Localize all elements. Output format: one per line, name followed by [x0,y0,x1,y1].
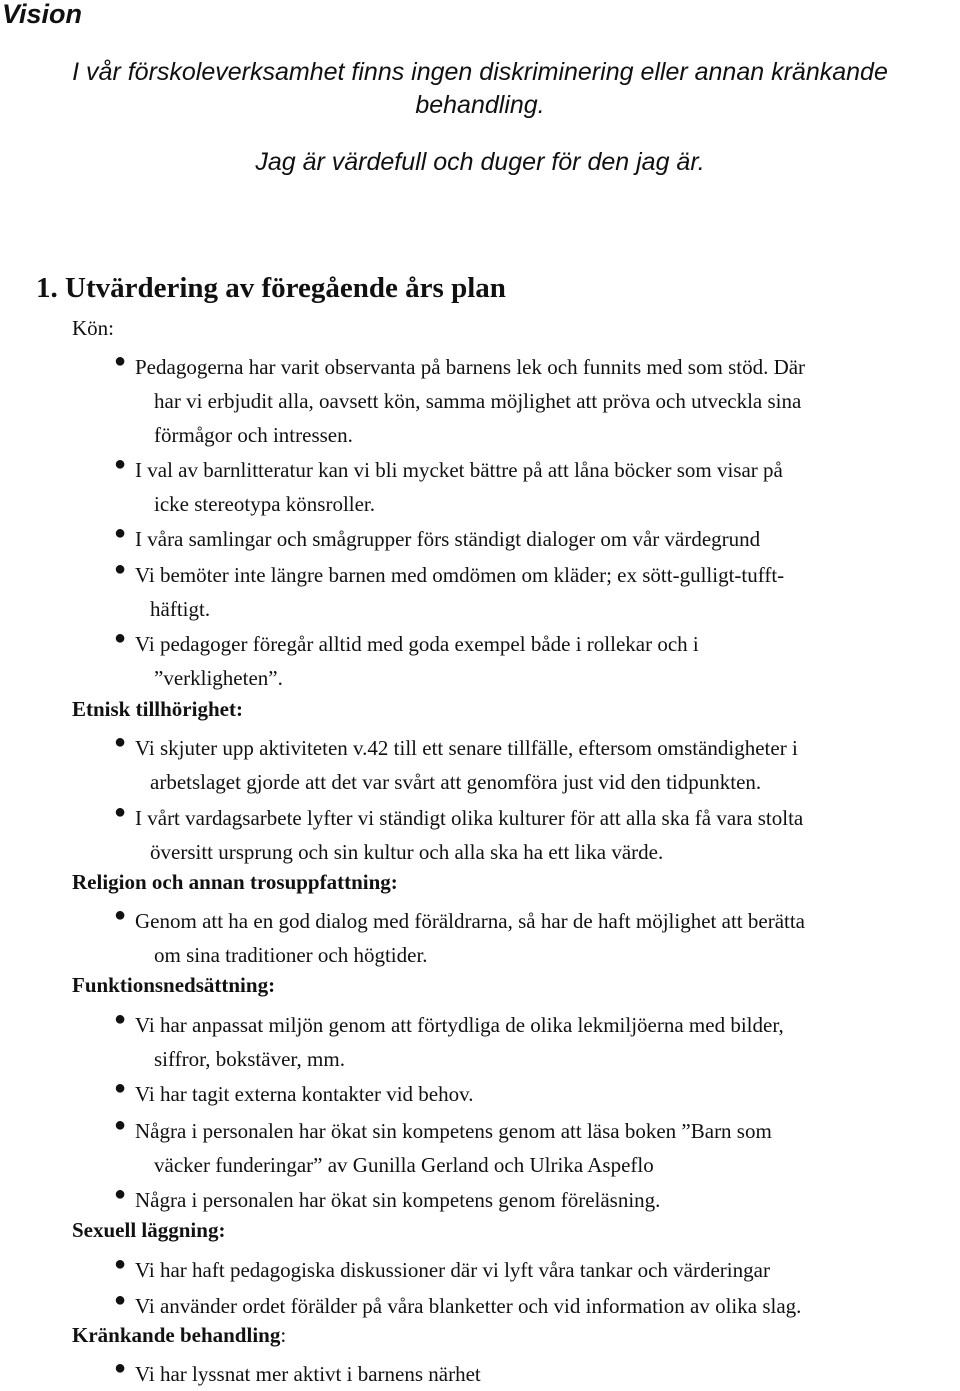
list-item-line: förmågor och intressen. [154,423,353,447]
list-item-line: Genom att ha en god dialog med föräldrarna, så har de haft möjlighet att berätta [135,909,806,933]
bullet-icon: ● [114,1077,127,1099]
list-item-line: Några i personalen har ökat sin kompetens genom att läsa boken ”Barn som [135,1119,772,1143]
list-item-line: Vi har lyssnat mer aktivt i barnens närhet [135,1362,481,1386]
list-item-line: översitt ursprung och sin kultur och alla ska ha ett lika värde. [150,840,664,864]
list-item-line: ”verkligheten”. [154,666,283,690]
group-label-krankande-behandling [72,1323,286,1348]
list-item-line: häftigt. [150,597,211,621]
list-item-line: Vi har anpassat miljön genom att förtydliga de olika lekmiljöerna med bilder, [135,1013,784,1037]
list-item-line: Vi skjuter upp aktiviteten v.42 till ett senare tillfälle, eftersom omständigheter i [135,736,798,760]
group-label-text: Kränkande behandling [72,1323,281,1347]
vision-statement-line-2: behandling. [415,91,545,119]
list-item-line: I våra samlingar och smågrupper förs ständigt dialoger om vår värdegrund [135,527,761,551]
bullet-icon: ● [114,801,127,823]
list-item-line: I val av barnlitteratur kan vi bli mycket bättre på att låna böcker som visar på [135,458,783,482]
bullet-icon: ● [114,522,127,544]
list-item-line: Vi använder ordet förälder på våra blanketter och vid information av olika slag. [135,1294,802,1318]
list-item-line: har vi erbjudit alla, oavsett kön, samma möjlighet att pröva och utveckla sina [154,389,802,413]
group-label-funktionsnedsattning: Funktionsnedsättning: [72,973,276,997]
list-item-line: om sina traditioner och högtider. [154,943,428,967]
list-item-line: Vi har haft pedagogiska diskussioner där vi lyft våra tankar och värderingar [135,1258,770,1282]
list-item-line: Vi pedagoger föregår alltid med goda exempel både i rollekar och i [135,632,699,656]
vision-motto: Jag är värdefull och duger för den jag är. [255,148,705,176]
bullet-icon: ● [114,1289,127,1311]
bullet-icon: ● [114,558,127,580]
list-item-line: arbetslaget gjorde att det var svårt att genomföra just vid den tidpunkten. [150,770,762,794]
list-item-line: Vi bemöter inte längre barnen med omdömen om kläder; ex sött-gulligt-tufft- [135,563,785,587]
list-item-line: Pedagogerna har varit observanta på barnens lek och funnits med som stöd. Där [135,355,806,379]
bullet-icon: ● [114,453,127,475]
group-label-religion: Religion och annan trosuppfattning: [72,870,398,894]
list-item-line: icke stereotypa könsroller. [154,492,376,516]
bullet-icon: ● [114,1008,127,1030]
list-item-line: Vi har tagit externa kontakter vid behov. [135,1082,474,1106]
group-label-colon: : [280,1323,287,1347]
vision-statement-line-1: I vår förskoleverksamhet finns ingen diskriminering eller annan kränkande [72,58,888,86]
section-heading: 1. Utvärdering av föregående års plan [36,272,506,304]
bullet-icon: ● [114,1114,127,1136]
group-label-etnisk-tillhorighet: Etnisk tillhörighet: [72,697,243,721]
list-item-line: väcker funderingar” av Gunilla Gerland och Ulrika Aspeflo [154,1153,654,1177]
bullet-icon: ● [114,731,127,753]
bullet-icon: ● [114,1183,127,1205]
group-label-sexuell-laggning: Sexuell läggning: [72,1218,226,1242]
bullet-icon: ● [114,1253,127,1275]
bullet-icon: ● [114,904,127,926]
vision-title: Vision [2,0,83,29]
bullet-icon: ● [114,350,127,372]
list-item-line: I vårt vardagsarbete lyfter vi ständigt olika kulturer för att alla ska få vara stolta [135,806,804,830]
bullet-icon: ● [114,1357,127,1379]
list-item-line: Några i personalen har ökat sin kompetens genom föreläsning. [135,1188,661,1212]
list-item-line: siffror, bokstäver, mm. [154,1047,345,1071]
group-label-kon: Kön: [72,316,114,340]
bullet-icon: ● [114,627,127,649]
